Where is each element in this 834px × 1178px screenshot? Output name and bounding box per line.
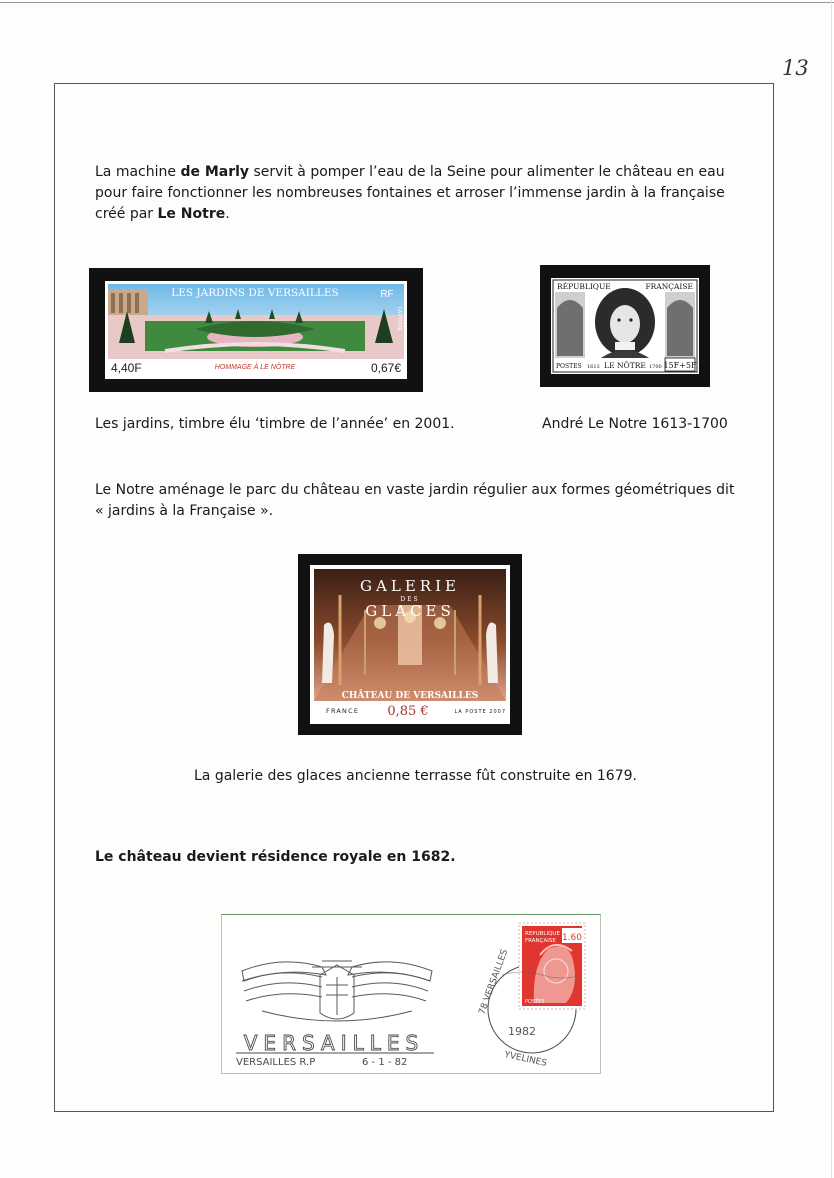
royal-residence-line: Le château devient résidence royale en 1682. bbox=[95, 849, 456, 865]
paragraph-jardins-francaise: Le Notre aménage le parc du château en vaste jardin régulier aux formes géométriques dit « jardins à la Française ». bbox=[95, 482, 735, 519]
caption-galerie: La galerie des glaces ancienne terrasse fût construite en 1679. bbox=[194, 768, 637, 784]
side-rule bbox=[831, 0, 832, 1178]
top-rule bbox=[0, 2, 834, 3]
stamp-jardins-title: LES JARDINS DE VERSAILLES bbox=[171, 287, 339, 299]
stamp-galerie-country: FRANCE bbox=[326, 707, 360, 715]
le-notre-bold: Le Notre bbox=[157, 206, 226, 222]
stamp-lenotre bbox=[551, 278, 699, 374]
stamp-lenotre-value: 15F+5F bbox=[663, 361, 697, 370]
cover-fragment bbox=[221, 914, 601, 1074]
caption-jardins: Les jardins, timbre élu ‘timbre de l’année’ en 2001. bbox=[95, 416, 455, 432]
marly-bold: de Marly bbox=[180, 164, 250, 180]
stamp-lenotre-postes: POSTES bbox=[556, 363, 582, 370]
stamp-lenotre-left: RÉPUBLIQUE bbox=[557, 282, 611, 291]
page-number: 13 bbox=[782, 56, 809, 80]
ring-year: 1982 bbox=[508, 1025, 536, 1038]
stamp-galerie-line2: DES bbox=[400, 596, 420, 603]
cancel-text: VERSAILLES bbox=[243, 1031, 425, 1055]
stamp-sabine-top1: REPUBLIQUE bbox=[525, 931, 560, 937]
stamp-jardins-subtitle: HOMMAGE À LE NÔTRE bbox=[214, 364, 296, 371]
stamp-galerie-bottom: CHÂTEAU DE VERSAILLES bbox=[341, 691, 479, 701]
ring-top: 78 VERSAILLES bbox=[477, 948, 511, 1017]
cancel-line: VERSAILLES R.P bbox=[236, 1057, 316, 1068]
stamp-sabine-top2: FRANÇAISE bbox=[525, 938, 556, 944]
stamp-mount-galerie bbox=[298, 554, 522, 735]
stamp-jardins-rf: RF bbox=[380, 289, 394, 300]
stamp-jardins-price-left: 4,40F bbox=[111, 361, 142, 375]
stamp-jardins bbox=[105, 281, 407, 379]
stamp-mount-jardins bbox=[89, 268, 423, 392]
stamp-jardins-price-right: 0,67€ bbox=[370, 361, 401, 375]
cancel-date: 6 - 1 - 82 bbox=[362, 1057, 408, 1068]
stamp-galerie-value: 0,85 € bbox=[387, 704, 429, 719]
stamp-lenotre-years-left: 1613 bbox=[587, 364, 600, 370]
stamp-jardins-side: LA POSTE bbox=[396, 307, 402, 332]
caption-lenotre: André Le Notre 1613-1700 bbox=[542, 416, 728, 432]
stamp-sabine-postes: POSTES bbox=[525, 999, 545, 1005]
stamp-lenotre-years-right: 1700 bbox=[649, 364, 662, 370]
stamp-sabine-value: 1.60 bbox=[561, 933, 583, 943]
stamp-galerie-poste: LA POSTE 2007 bbox=[454, 709, 506, 715]
stamp-lenotre-right: FRANÇAISE bbox=[645, 282, 693, 291]
stamp-lenotre-name: LE NÔTRE bbox=[604, 361, 646, 370]
stamp-galerie-line1: GALERIE bbox=[360, 577, 460, 595]
stamp-mount-lenotre bbox=[540, 265, 710, 387]
ring-bottom: YVELINES bbox=[503, 1050, 548, 1069]
stamp-galerie bbox=[310, 565, 510, 724]
stamp-galerie-line3: GLACES bbox=[365, 602, 455, 620]
intro-paragraph: La machine de Marly servit à pomper l’eau de la Seine pour alimenter le château en eau pour faire fonctionner les nombreuses fontaines et arroser l’immense jardin à la française créé par Le Notre. bbox=[95, 164, 725, 222]
